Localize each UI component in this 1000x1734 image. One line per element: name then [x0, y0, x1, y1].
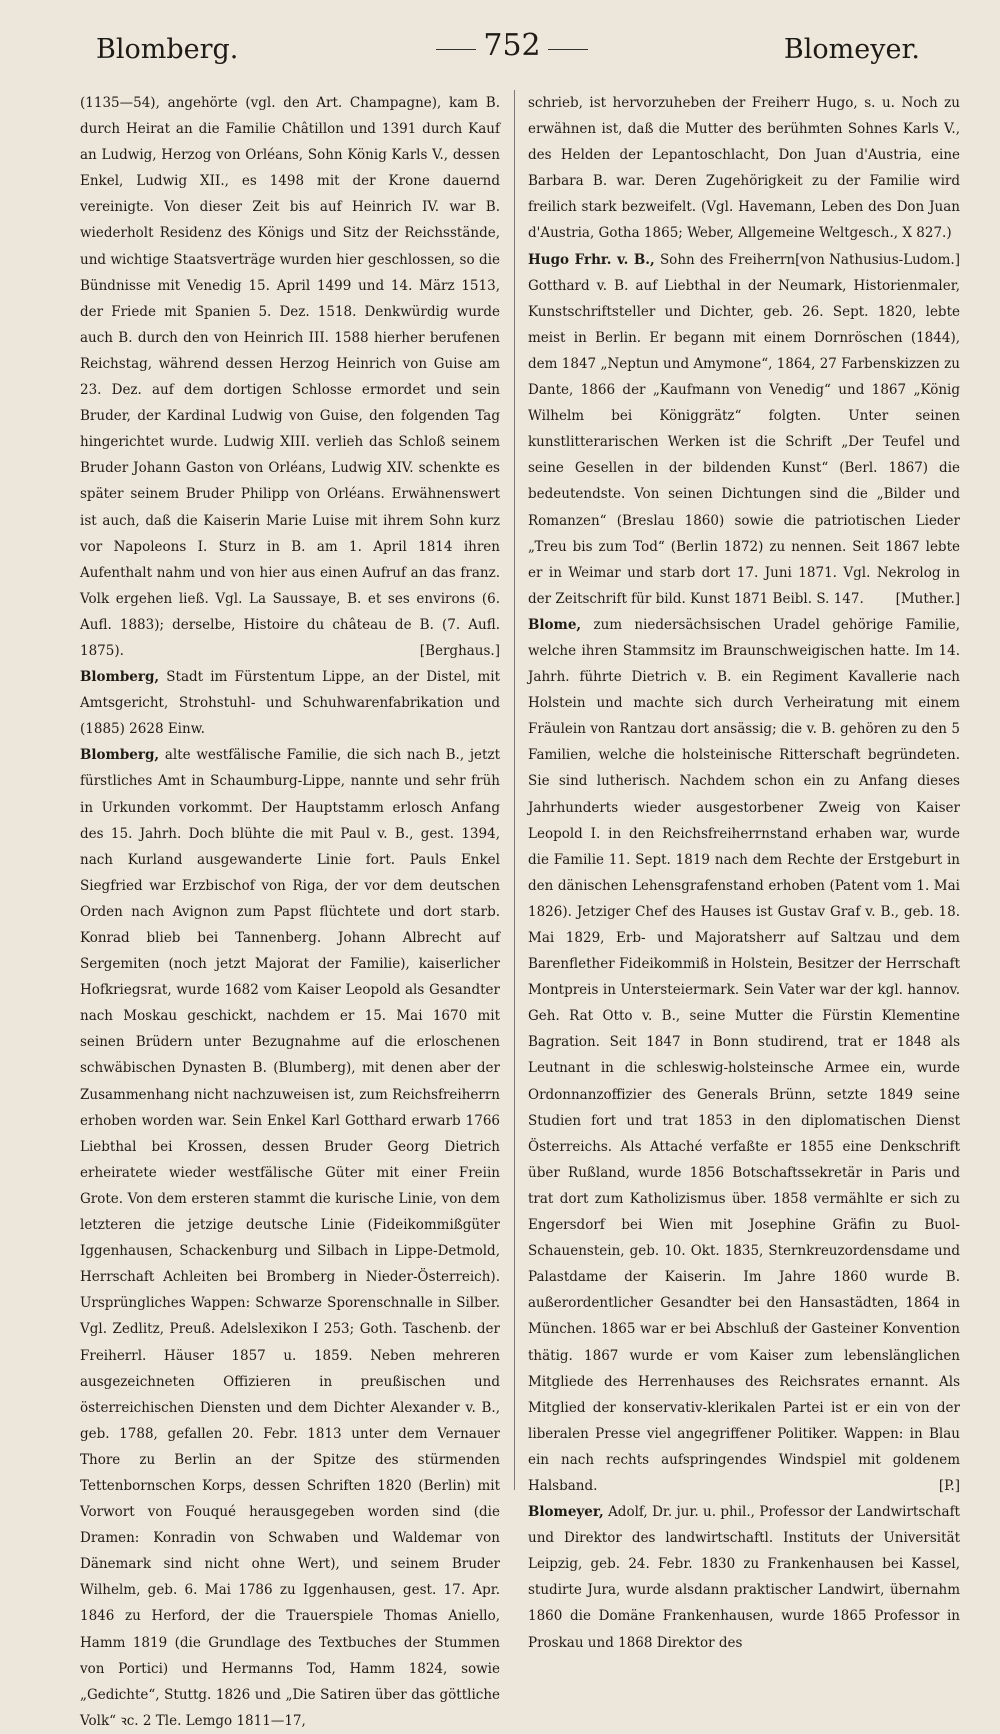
entry-paragraph	[528, 612, 960, 1499]
entry-headword: Blomberg,	[80, 747, 160, 764]
paragraph-text: zum niedersächsischen Uradel gehörige Familie, welche ihren Stammsitz im Braunschweigischen hatte. Im 14. Jahrh. führte Dietrich v. B. ein Regiment Kavallerie nach Holstein und machte sich durch Verheiratung mit einem Fräulein von Rantzau dort ansässig; die v. B. gehören zu den 5 Familien, welche die holsteinische Ritterschaft begründeten. Sie sind lutherisch. Nachdem schon ein zu Anfang dieses Jahrhunderts wieder ausgestorbener Zweig von Kaiser Leopold I. in den Reichsfreiherrnstand erhaben war, wurde die Familie 11. Sept. 1819 nach dem Rechte der Erstgeburt in den dänischen Lehensgrafenstand erhoben (Patent vom 1. Mai 1826). Jetziger Chef des Hauses ist Gustav Graf v. B., geb. 18. Mai 1829, Erb- und Majoratsherr auf Saltzau und dem Barenflether Fideikommiß in Holstein, Besitzer der Herrschaft Montpreis in Untersteiermark. Sein Vater war der kgl. hannov. Geh. Rat Otto v. B., seine Mutter die Fürstin Klementine Bagration. Seit 1847 in Bonn studirend, trat er 1848 als Leutnant in die schleswig-holsteinsche Armee ein, wurde Ordonnanzoffizier des Generals Brünn, setzte 1849 seine Studien fort und trat 1853 in den diplomatischen Dienst Österreichs. Als Attaché verfaßte er 1855 eine Denkschrift über Rußland, wurde 1856 Botschaftssekretär in Paris und trat dort zum Katholizismus über. 1858 vermählte er sich zu Engersdorf bei Wien mit Josephine Gräfin zu Buol-Schauenstein, geb. 10. Okt. 1835, Sternkreuzordensdame und Palastdame der Kaiserin. Im Jahre 1860 wurde B. außerordentlicher Gesandter bei den Hansastädten, 1864 in München. 1865 war er bei Abschluß der Gasteiner Konvention thätig. 1867 wurde er vom Kaiser zum lebenslänglichen Mitgliede des Herrenhauses des Reichsrates ernannt. Als Mitglied der konservativ-klerikalen Partei ist er ein von der liberalen Presse viel angegriffener Politiker. Wappen: in Blau ein nach rechts aufspringendes Windspiel mit goldenem Halsband.	[528, 616, 960, 1494]
header-dash-right	[548, 49, 588, 50]
paragraph-text: schrieb, ist hervorzuheben der Freiherr Hugo, s. u. Noch zu erwähnen ist, daß die Mutter des berühmten Sohnes Karls V., des Helden der Lepantoschlacht, Don Juan d'Austria, eine Barbara B. war. Deren Zugehörigkeit zu der Familie wird freilich stark bezweifelt. (Vgl. Havemann, Leben des Don Juan d'Austria, Gotha 1865; Weber, Allgemeine Weltgesch., X 827.)	[528, 95, 960, 242]
entry-paragraph	[80, 742, 500, 1734]
paragraph-text: alte westfälische Familie, die sich nach B., jetzt fürstliches Amt in Schaumburg-Lippe, nannte und sehr früh in Urkunden vorkommt. Der Hauptstamm erlosch Anfang des 15. Jahrh. Doch blühte die mit Paul v. B., gest. 1394, nach Kurland ausgewanderte Linie fort. Pauls Enkel Siegfried war Erzbischof von Riga, der vor dem deutschen Orden nach Avignon zum Papst flüchtete und dort starb. Konrad blieb bei Tannenberg. Johann Albrecht auf Sergemiten (noch jetzt Majorat der Familie), kaiserlicher Hofkriegsrat, wurde 1682 vom Kaiser Leopold als Gesandter nach Moskau geschickt, nachdem er 15. Mai 1670 mit seinen Brüdern unter Bezugnahme auf die erloschenen schwäbischen Dynasten B. (Blumberg), mit denen aber der Zusammenhang nicht nachzuweisen ist, zum Reichsfreiherrn erhoben worden war. Sein Enkel Karl Gotthard erwarb 1766 Liebthal bei Krossen, dessen Bruder Georg Dietrich erheiratete wieder westfälische Güter mit einer Freiin Grote. Von dem ersteren stammt die kurische Linie, von dem letzteren die jetzige deutsche Linie (Fideikommißgüter Iggenhausen, Schackenburg und Silbach in Lippe-Detmold, Herrschaft Achleiten bei Bromberg in Nieder-Österreich). Ursprüngliches Wappen: Schwarze Sporenschnalle in Silber. Vgl. Zedlitz, Preuß. Adelslexikon I 253; Goth. Taschenb. der Freiherrl. Häuser 1857 u. 1859. Neben mehreren ausgezeichneten Offizieren in preußischen und österreichischen Diensten und dem Dichter Alexander v. B., geb. 1788, gefallen 20. Febr. 1813 unter dem Vernauer Thore zu Berlin an der Spitze des stürmenden Tettenbornschen Korps, dessen Schriften 1820 (Berlin) mit Vorwort von Fouqué herausgegeben worden sind (die Dramen: Konradin von Schwaben und Waldemar von Dänemark sind nicht ohne Wert), und seinem Bruder Wilhelm, geb. 6. Mai 1786 zu Iggenhausen, gest. 17. Apr. 1846 zu Herford, der die Trauerspiele Thomas Aniello, Hamm 1819 (die Grundlage des Textbuches der Stummen von Portici) und Hermanns Tod, Hamm 1824, sowie „Gedichte“, Stuttg. 1826 und „Die Satiren über das göttliche Volk“ ꝛc. 2 Tle. Lemgo 1811—17,	[80, 747, 500, 1729]
entry-headword: Blomberg,	[80, 669, 160, 686]
paragraph-text: Adolf, Dr. jur. u. phil., Professor der Landwirtschaft und Direktor des landwirtschaftl. Instituts der Universität Leipzig, geb. 24. Febr. 1830 zu Frankenhausen bei Kassel, studirte Jura, wurde alsdann praktischer Landwirt, übernahm 1860 die Domäne Frankenhausen, wurde 1865 Professor in Proskau und 1868 Direktor des	[528, 1504, 960, 1651]
paragraph-text: (1135—54), angehörte (vgl. den Art. Champagne), kam B. durch Heirat an die Familie Châtillon und 1391 durch Kauf an Ludwig, Herzog von Orléans, Sohn König Karls V., dessen Enkel, Ludwig XII., es 1498 mit der Krone dauernd vereinigte. Von dieser Zeit bis auf Heinrich IV. war B. wiederholt Residenz des Königs und Sitz der Reichsstände, und wichtige Staatsverträge wurden hier geschlossen, so die Bündnisse mit Venedig 15. April 1499 und 14. März 1513, der Friede mit Spanien 5. Dez. 1518. Denkwürdig wurde auch B. durch den von Heinrich III. 1588 hierher berufenen Reichstag, während dessen Herzog Heinrich von Guise am 23. Dez. auf dem dortigen Schlosse ermordet und sein Bruder, der Kardinal Ludwig von Guise, den folgenden Tag hingerichtet wurde. Ludwig XIII. verlieh das Schloß seinem Bruder Johann Gaston von Orléans, Ludwig XIV. schenkte es später seinem Bruder Philipp von Orléans. Erwähnenswert ist auch, daß die Kaiserin Marie Luise mit ihrem Sohn kurz vor Napoleons I. Sturz in B. am 1. April 1814 ihren Aufenthalt nahm und von hier aus einen Aufruf an das franz. Volk ergehen ließ. Vgl. La Saussaye, B. et ses environs (6. Aufl. 1883); derselbe, Histoire du château de B. (7. Aufl. 1875).	[80, 95, 500, 659]
entry-headword: Blome,	[528, 616, 582, 633]
entry-headword: Hugo Frhr. v. B.,	[528, 251, 655, 268]
column-divider	[514, 90, 515, 1490]
entry-paragraph	[528, 1499, 960, 1656]
paragraph-text: Stadt im Fürstentum Lippe, an der Distel, mit Amtsgericht, Strohstuhl- und Schuhwarenfabrikation und (1885) 2628 Einw.	[80, 669, 500, 738]
right-column	[528, 90, 960, 1651]
page-number: 752	[483, 28, 541, 63]
author-signature: [von Nathusius-Ludom.]	[795, 251, 960, 268]
entry-headword: Blomeyer,	[528, 1504, 604, 1521]
page-header	[0, 28, 1000, 76]
header-left-keyword: Blomberg.	[96, 34, 239, 65]
author-signature: [P.]	[938, 1477, 960, 1494]
author-signature: [Berghaus.]	[419, 642, 500, 659]
paragraph-text: Sohn des Freiherrn Gotthard v. B. auf Liebthal in der Neumark, Historienmaler, Kunstschriftsteller und Dichter, geb. 26. Sept. 1820, lebte meist in Berlin. Er begann mit einem Dornröschen (1844), dem 1847 „Neptun und Amymone“, 1864, 27 Farbenskizzen zu Dante, 1866 der „Kaufmann von Venedig“ und 1867 „König Wilhelm bei Königgrätz“ folgten. Unter seinen kunstlitterarischen Werken ist die Schrift „Der Teufel und seine Gesellen in der bildenden Kunst“ (Berl. 1867) die bedeutendste. Von seinen Dichtungen sind die „Bilder und Romanzen“ (Breslau 1860) sowie die patriotischen Lieder „Treu bis zum Tod“ (Berlin 1872) zu nennen. Seit 1867 lebte er in Weimar und starb dort 17. Juni 1871. Vgl. Nekrolog in der Zeitschrift für bild. Kunst 1871 Beibl. S. 147.	[528, 251, 960, 607]
entry-paragraph	[80, 664, 500, 742]
left-column	[80, 90, 500, 1729]
header-right-keyword: Blomeyer.	[783, 34, 920, 65]
entry-paragraph	[528, 247, 960, 612]
paragraph	[80, 90, 500, 664]
author-signature: [Muther.]	[895, 590, 960, 607]
